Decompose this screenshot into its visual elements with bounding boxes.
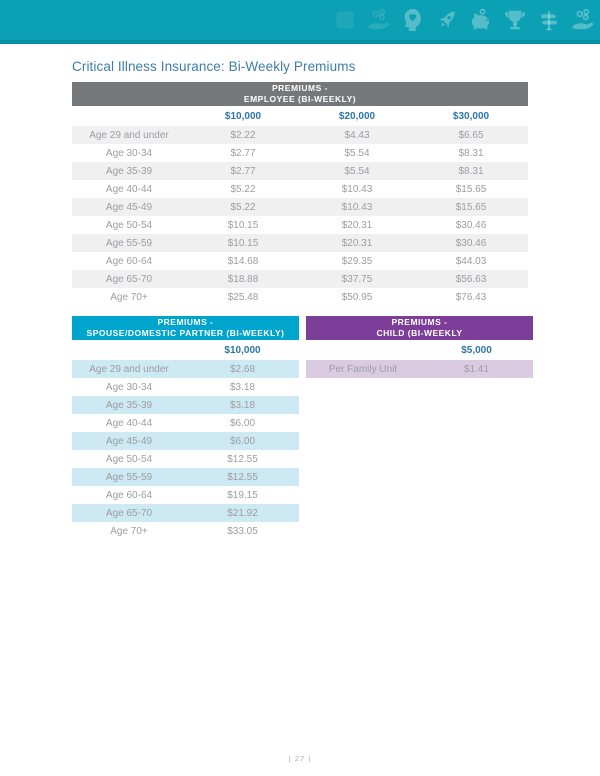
employee-table-rows <box>72 126 528 306</box>
cell-value: $15.65 <box>455 201 487 213</box>
employee-column-headers <box>72 106 528 126</box>
cell-value: $15.65 <box>455 183 487 195</box>
child-table-rows <box>306 360 533 378</box>
table-row <box>72 522 299 540</box>
cell-value: $10.15 <box>227 237 259 249</box>
table-row <box>72 216 528 234</box>
cell-value: $76.43 <box>455 291 487 303</box>
table-row <box>72 396 299 414</box>
spouse-column-headers <box>72 340 299 360</box>
spouse-table-rows <box>72 360 299 540</box>
cell-value: $6.00 <box>229 417 256 429</box>
cell-value: $5.22 <box>230 201 256 213</box>
cell-value: $19.15 <box>227 489 258 501</box>
cell-value: $4.43 <box>344 129 370 141</box>
table-row <box>72 252 528 270</box>
page-title: Critical Illness Insurance: Bi-Weekly Premiums <box>72 59 356 74</box>
child-premiums-table <box>306 316 533 378</box>
page-number: | 27 | <box>288 754 312 763</box>
cell-value: $3.18 <box>229 399 256 411</box>
cell-value: $6.65 <box>458 129 484 141</box>
row-label: Per Family Unit <box>328 363 398 375</box>
cell-value: $44.03 <box>455 255 487 267</box>
cell-value: $12.55 <box>227 471 258 483</box>
table-row <box>72 378 299 396</box>
cell-value: $14.68 <box>227 255 259 267</box>
column-header-30000: $30,000 <box>452 110 490 122</box>
table-row <box>72 414 299 432</box>
column-header-20000: $20,000 <box>338 110 376 122</box>
child-column-headers <box>306 340 533 360</box>
row-label: Age 50-54 <box>105 219 153 231</box>
table-row <box>72 504 299 522</box>
cell-value: $1.41 <box>463 363 490 375</box>
row-label: Age 65-70 <box>105 273 153 285</box>
table-row <box>72 180 528 198</box>
cell-value: $20.31 <box>341 237 373 249</box>
cell-value: $56.63 <box>455 273 487 285</box>
cell-value: $2.68 <box>229 363 256 375</box>
cell-value: $37.75 <box>341 273 373 285</box>
cell-value: $8.31 <box>458 147 484 159</box>
child-table-header-line1: PREMIUMS - <box>391 317 448 327</box>
row-label: Age 29 and under <box>89 129 169 141</box>
cell-value: $30.46 <box>455 219 487 231</box>
cell-value: $30.46 <box>455 237 487 249</box>
hand-coins-icon <box>570 7 596 33</box>
table-row <box>72 360 299 378</box>
row-label: Age 60-64 <box>105 255 153 267</box>
table-row <box>72 486 299 504</box>
cell-value: $10.15 <box>227 219 259 231</box>
cell-value: $5.54 <box>344 147 370 159</box>
column-header-5000: $5,000 <box>461 344 492 356</box>
table-row <box>72 432 299 450</box>
cell-value: $2.77 <box>230 165 256 177</box>
cell-value: $18.88 <box>227 273 259 285</box>
cell-value: $20.31 <box>341 219 373 231</box>
column-header-10000: $10,000 <box>224 344 261 356</box>
child-table-header-line2: CHILD (BI-WEEKLY <box>376 328 463 338</box>
cell-value: $3.18 <box>229 381 256 393</box>
cell-value: $8.31 <box>458 165 484 177</box>
spouse-table-header-line2: SPOUSE/DOMESTIC PARTNER (BI-WEEKLY) <box>86 328 285 338</box>
employee-table-header <box>72 82 528 106</box>
table-row <box>72 234 528 252</box>
table-row <box>72 126 528 144</box>
spouse-table-header-line1: PREMIUMS - <box>157 317 214 327</box>
row-label: Age 55-59 <box>105 471 153 483</box>
table-row <box>72 198 528 216</box>
page-content <box>72 0 533 540</box>
spouse-table-header <box>72 316 299 340</box>
cell-value: $10.43 <box>341 201 373 213</box>
table-row <box>72 288 528 306</box>
row-label: Age 30-34 <box>105 381 153 393</box>
cell-value: $21.92 <box>227 507 258 519</box>
row-label: Age 60-64 <box>105 489 153 501</box>
cell-value: $50.95 <box>341 291 373 303</box>
signpost-icon <box>536 7 562 33</box>
row-label: Age 40-44 <box>105 417 153 429</box>
row-label: Age 30-34 <box>105 147 153 159</box>
row-label: Age 65-70 <box>105 507 153 519</box>
row-label: Age 35-39 <box>105 165 153 177</box>
spouse-premiums-table <box>72 316 299 540</box>
row-label: Age 45-49 <box>105 201 153 213</box>
cell-value: $2.22 <box>230 129 256 141</box>
cell-value: $10.43 <box>341 183 373 195</box>
cell-value: $33.05 <box>227 525 258 537</box>
cell-value: $2.77 <box>230 147 256 159</box>
row-label: Age 70+ <box>110 291 148 303</box>
cell-value: $5.54 <box>344 165 370 177</box>
cell-value: $5.22 <box>230 183 256 195</box>
table-row <box>72 162 528 180</box>
row-label: Age 45-49 <box>105 435 153 447</box>
row-label: Age 35-39 <box>105 399 153 411</box>
employee-table-header-line2: EMPLOYEE (BI-WEEKLY) <box>243 94 357 104</box>
row-label: Age 40-44 <box>105 183 153 195</box>
row-label: Age 50-54 <box>105 453 153 465</box>
row-label: Age 29 and under <box>89 363 169 375</box>
table-row <box>306 360 533 378</box>
table-row <box>72 144 528 162</box>
column-header-10000: $10,000 <box>224 110 262 122</box>
table-row <box>72 450 299 468</box>
cell-value: $12.55 <box>227 453 258 465</box>
child-table-header <box>306 316 533 340</box>
employee-table-header-line1: PREMIUMS - <box>272 83 328 93</box>
cell-value: $6.00 <box>229 435 256 447</box>
table-row <box>72 468 299 486</box>
row-label: Age 70+ <box>110 525 148 537</box>
employee-premiums-table <box>72 82 528 306</box>
cell-value: $29.35 <box>341 255 373 267</box>
lower-tables <box>72 316 533 540</box>
table-row <box>72 270 528 288</box>
cell-value: $25.48 <box>227 291 259 303</box>
row-label: Age 55-59 <box>105 237 153 249</box>
